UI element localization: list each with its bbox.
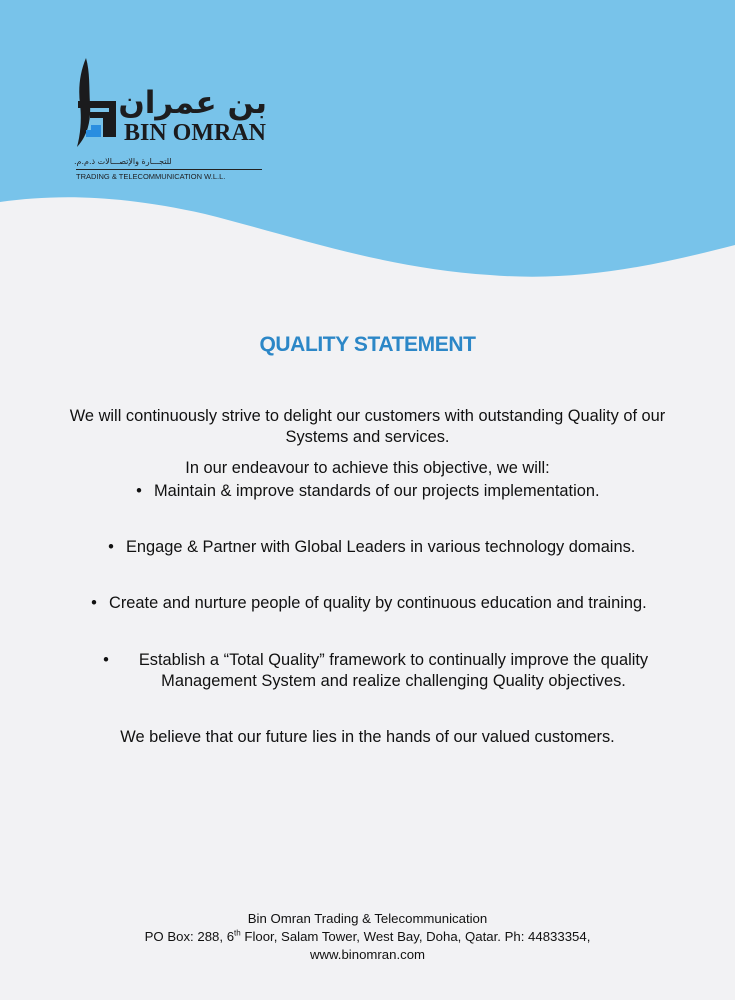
footer-company-name: Bin Omran Trading & Telecommunication [247,911,488,926]
list-item-text: Engage & Partner with Global Leaders in various technology domains. [126,538,636,556]
logo-arabic-name: بن عمران [118,85,267,121]
footer-address-start: PO Box: 288, 6 [144,929,235,944]
bin-omran-emblem-icon [72,56,122,152]
objective-statement: In our endeavour to achieve this objective, we will: [185,459,550,478]
logo-english-tagline: TRADING & TELECOMMUNICATION W.L.L. [76,172,226,181]
bullet-icon: • [108,538,114,556]
bin-omran-logo [72,56,272,191]
list-item-text: Create and nurture people of quality by continuous education and training. [109,594,647,612]
list-item-text: Maintain & improve standards of our projects implementation. [154,482,600,500]
bullet-icon: • [136,482,142,500]
list-item [103,537,673,559]
footer-floor-superscript: th [234,928,241,938]
logo-arabic-tagline: للتجـــارة والإتصـــالات ذ.م.م. [74,157,172,166]
page-title: QUALITY STATEMENT [259,333,476,357]
bullet-icon: • [91,594,97,612]
closing-statement: We believe that our future lies in the hands of our valued customers. [120,728,615,747]
footer-address [0,928,735,946]
logo-english-name: BIN OMRAN [124,120,266,146]
list-item [86,593,696,615]
list-item-text: Establish a “Total Quality” framework to continually improve the quality Management System and realize challenging Quality objectives. [138,651,649,690]
bullet-icon: • [103,651,109,669]
footer-address-end: Floor, Salam Tower, West Bay, Doha, Qatar. Ph: 44833354, [240,929,591,944]
list-item [131,481,651,503]
list-item [98,650,688,692]
footer-website-link[interactable]: www.binomran.com [309,947,426,962]
quality-intro: We will continuously strive to delight our customers with outstanding Quality of our Systems and services. [69,407,666,447]
company-footer [0,910,735,964]
logo-divider [76,169,262,170]
